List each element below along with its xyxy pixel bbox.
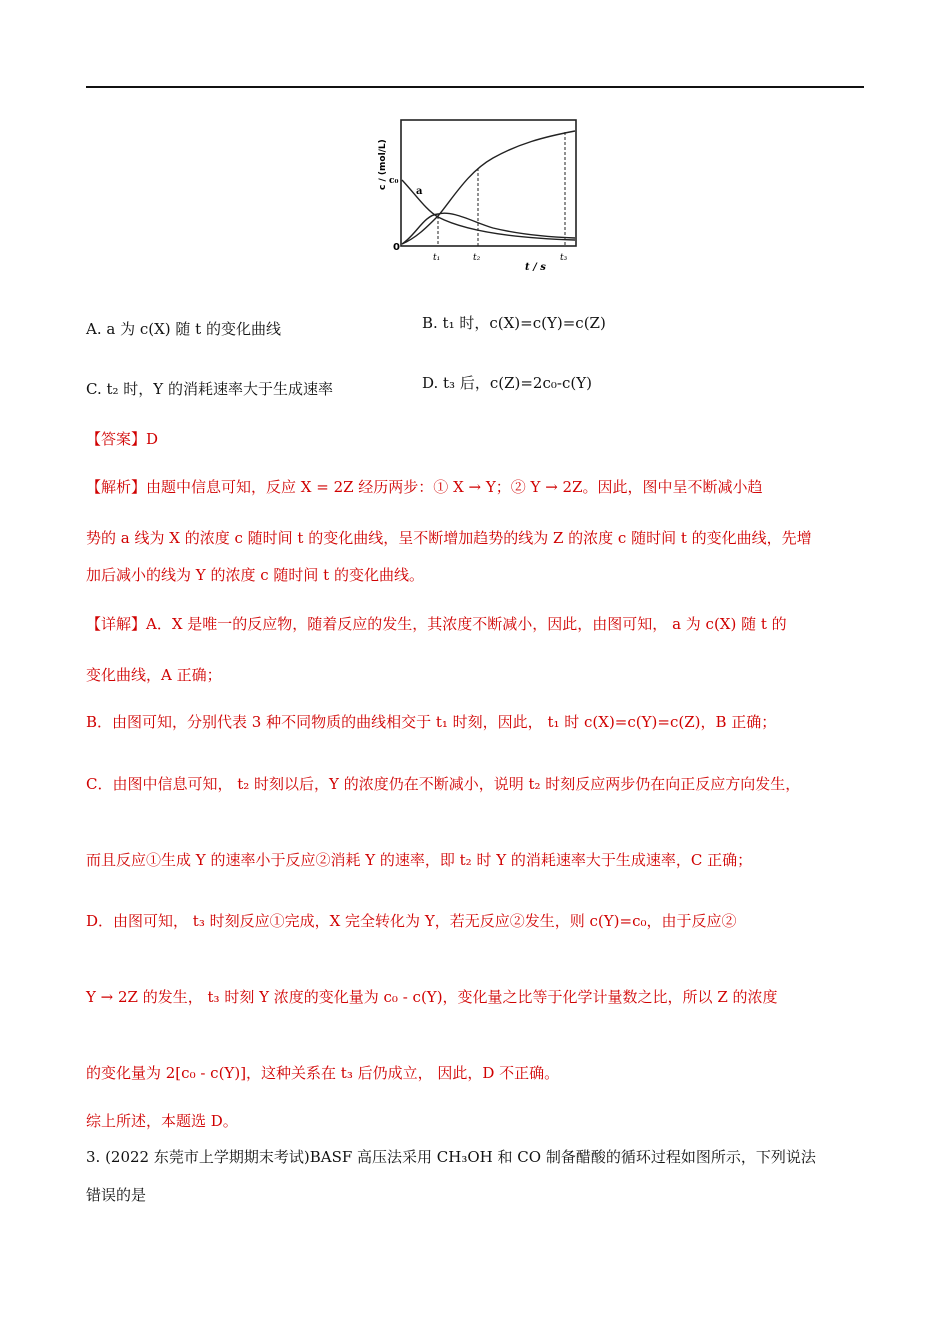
analysis-line-3: 加后减小的线为 Y 的浓度 c 随时间 t 的变化曲线。: [86, 566, 424, 584]
option-b: B. t₁ 时，c(X)=c(Y)=c(Z): [422, 314, 606, 332]
detail-text-a1: A．X 是唯一的反应物，随着反应的发生，其浓度不断减小，因此，由图可知， a 为 c(X) 随 t 的: [146, 615, 787, 633]
origin-label: 0: [393, 242, 400, 253]
y-axis-label: c / (mol/L): [378, 139, 388, 190]
curve-a-x: [402, 180, 575, 240]
answer-line: 【答案】D: [86, 430, 159, 448]
detail-line-c2: 而且反应①生成 Y 的速率小于反应②消耗 Y 的速率，即 t₂ 时 Y 的消耗速率大于生成速率，C 正确；: [86, 851, 753, 869]
question-3-line-1: 3. (2022 东莞市上学期期末考试)BASF 高压法采用 CH₃OH 和 CO 制备醋酸的循环过程如图所示，下列说法: [86, 1148, 816, 1166]
option-c: C. t₂ 时，Y 的消耗速率大于生成速率: [86, 380, 333, 398]
analysis-tag: 【解析】: [86, 478, 147, 496]
analysis-text-1: 由题中信息可知，反应 X = 2Z 经历两步：① X → Y；② Y → 2Z。因此，图中呈不断减小趋: [146, 478, 763, 496]
header-rule: [86, 86, 864, 88]
c0-label: c₀: [389, 176, 399, 186]
detail-line-d2: Y → 2Z 的发生， t₃ 时刻 Y 浓度的变化量为 c₀ - c(Y)，变化量之比等于化学计量数之比，所以 Z 的浓度: [86, 988, 778, 1006]
x-axis-label: t / s: [525, 262, 546, 273]
detail-line-b: B．由图可知，分别代表 3 种不同物质的曲线相交于 t₁ 时刻，因此， t₁ 时 c(X)=c(Y)=c(Z)，B 正确；: [86, 713, 777, 731]
analysis-line-2: 势的 a 线为 X 的浓度 c 随时间 t 的变化曲线，呈不断增加趋势的线为 Z 的浓度 c 随时间 t 的变化曲线，先增: [86, 529, 812, 547]
option-a: A. a 为 c(X) 随 t 的变化曲线: [86, 320, 281, 338]
detail-line-d3: 的变化量为 2[c₀ - c(Y)]，这种关系在 t₃ 后仍成立， 因此，D 不正确。: [86, 1064, 560, 1082]
curve-a-label: a: [416, 186, 423, 197]
option-d: D. t₃ 后，c(Z)=2c₀-c(Y): [422, 374, 592, 392]
question-3-line-2: 错误的是: [86, 1186, 147, 1204]
detail-line-a1: [86, 613, 787, 634]
detail-line-d1: D．由图可知， t₃ 时刻反应①完成，X 完全转化为 Y，若无反应②发生，则 c(Y)=c₀，由于反应②: [86, 912, 737, 930]
detail-tag: 【详解】: [86, 615, 147, 633]
analysis-line-1: [86, 476, 763, 497]
tick-label-t3: t₃: [560, 253, 568, 263]
detail-line-a2: 变化曲线，A 正确；: [86, 666, 222, 684]
tick-label-t2: t₂: [473, 253, 481, 263]
concentration-time-graph: [368, 110, 583, 275]
detail-line-c1: C．由图中信息可知， t₂ 时刻以后，Y 的浓度仍在不断减小，说明 t₂ 时刻反应两步仍在向正反应方向发生，: [86, 775, 801, 793]
tick-label-t1: t₁: [433, 253, 441, 263]
summary-line: 综上所述，本题选 D。: [86, 1112, 238, 1130]
